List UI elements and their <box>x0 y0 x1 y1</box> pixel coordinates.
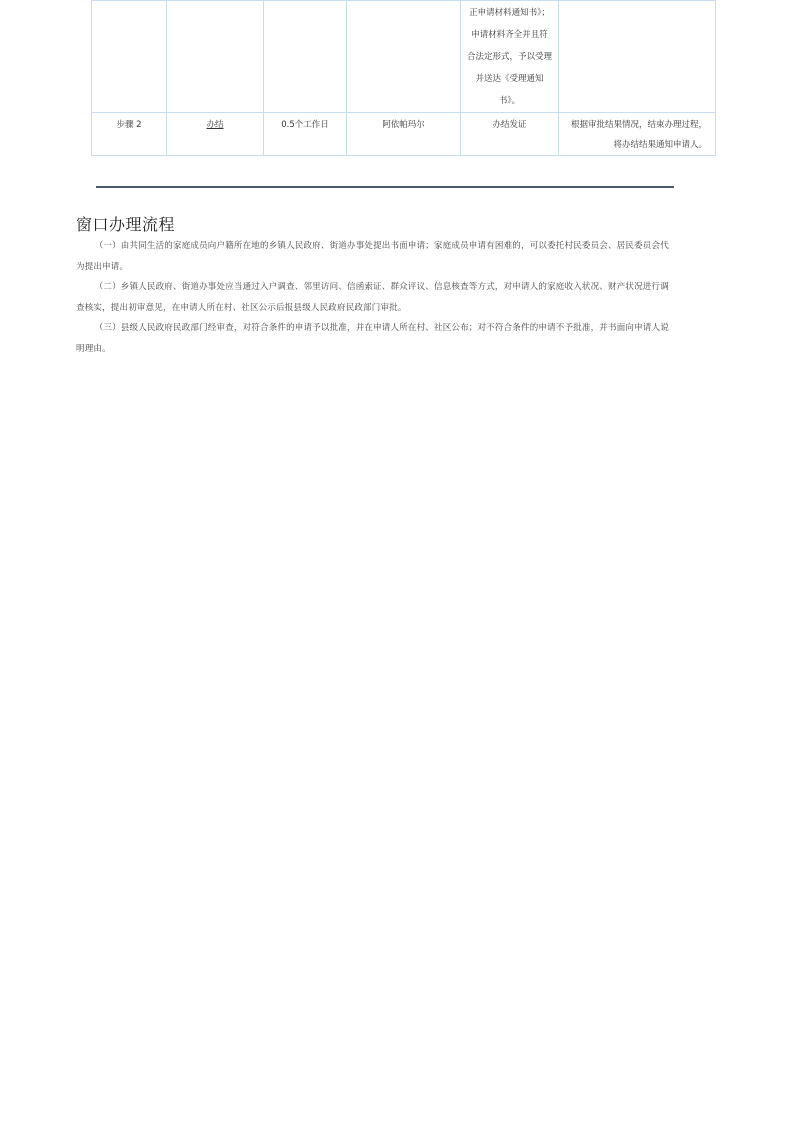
table-cell-step: 步骤 2 <box>92 113 167 156</box>
table-cell-time: 0.5个工作日 <box>264 113 347 156</box>
step-link[interactable]: 办结 <box>206 120 224 130</box>
table-cell-step-empty <box>92 1 167 113</box>
table-cell-time-empty <box>264 1 347 113</box>
description-line: 根据审批结果情况，结束办理过程， <box>570 120 707 130</box>
process-table <box>91 0 716 156</box>
description-line: 将办结结果通知申请人。 <box>613 140 707 150</box>
review-criteria-line: 正申请材料通知书》； <box>469 8 550 18</box>
section-body <box>76 236 676 359</box>
process-paragraph: （三）县级人民政府民政部门经审查，对符合条件的申请予以批准，并在申请人所在村、社区公布；对不符合条件的申请不予批准，并书面向申请人说明理由。 <box>76 323 669 354</box>
table-cell-link-empty <box>167 1 264 113</box>
table-cell-action: 办结发证 <box>461 113 559 156</box>
table-row-continued <box>92 1 716 113</box>
review-criteria-line: 书》。 <box>498 96 521 106</box>
process-paragraph: （二）乡镇人民政府、街道办事处应当通过入户调查、邻里访问、信函索证、群众评议、信息核查等方式，对申请人的家庭收入状况、财产状况进行调查核实，提出初审意见，在申请人所在村、社区公示后报县级人民政府民政部门审批。 <box>76 282 669 313</box>
review-criteria-line: 合法定形式，予以受理 <box>467 52 553 62</box>
table-cell-person-empty <box>347 1 461 113</box>
table-row-step-2 <box>92 113 716 156</box>
section-divider <box>96 186 674 188</box>
table-cell-description <box>559 113 716 156</box>
review-criteria-line: 并送达《受理通知 <box>475 74 544 84</box>
section-title: 窗口办理流程 <box>76 215 176 234</box>
process-paragraph: （一）由共同生活的家庭成员向户籍所在地的乡镇人民政府、街道办事处提出书面申请；家庭成员申请有困难的，可以委托村民委员会、居民委员会代为提出申请。 <box>76 241 669 272</box>
table-cell-person: 阿依帕玛尔 <box>347 113 461 156</box>
table-cell-link <box>167 113 264 156</box>
table-cell-review-criteria <box>461 1 559 113</box>
table-cell-desc-empty <box>559 1 716 113</box>
review-criteria-line: 申请材料齐全并且符 <box>471 30 548 40</box>
